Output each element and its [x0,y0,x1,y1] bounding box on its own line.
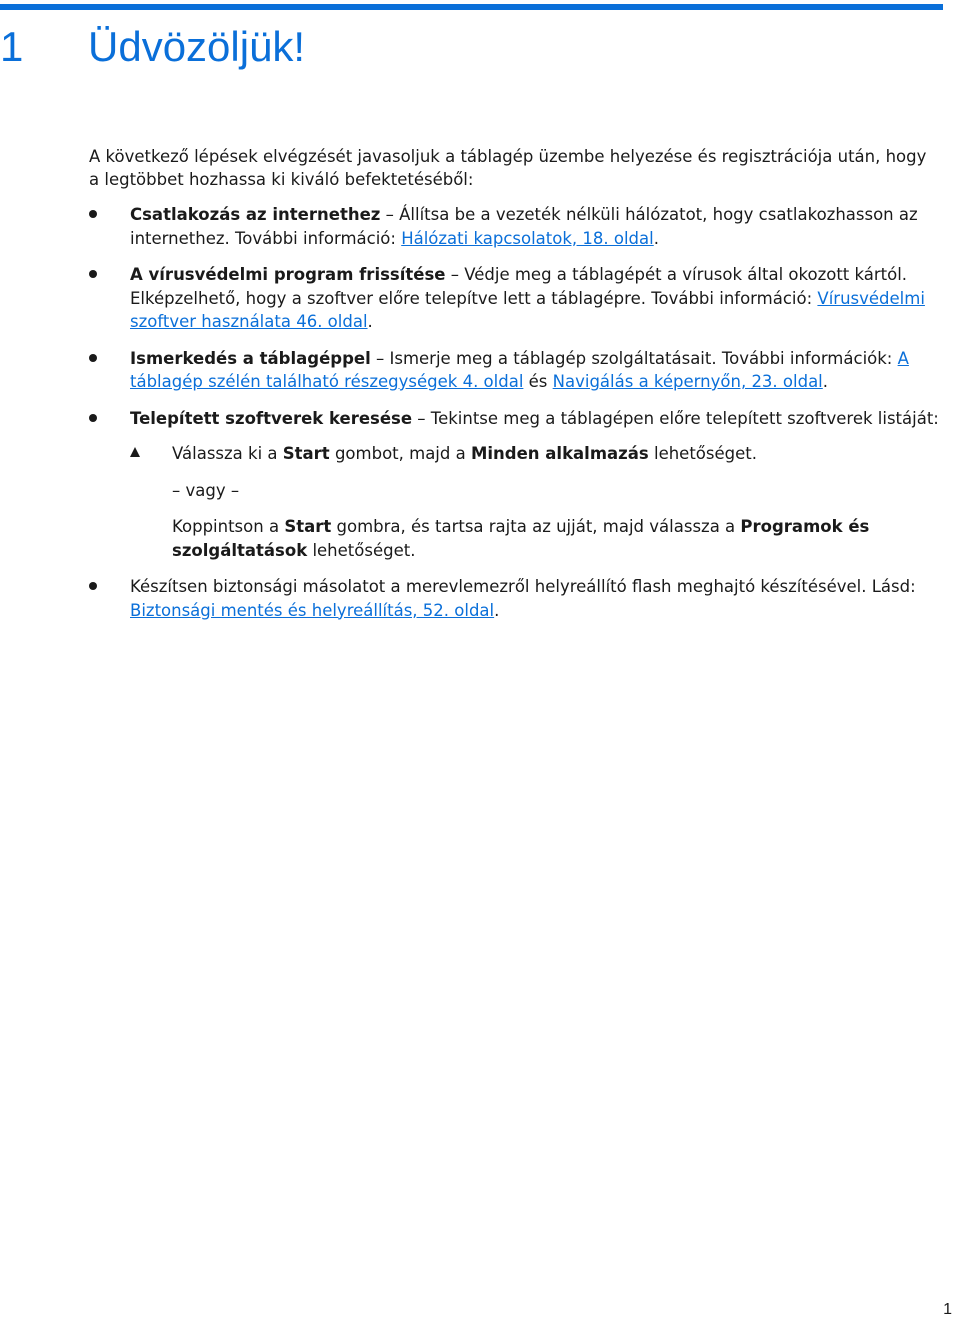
page-number: 1 [943,1301,952,1318]
chapter-heading [0,22,305,72]
bullet-text-mid: és [523,372,553,391]
link-navigation[interactable]: Navigálás a képernyőn, 23. oldal [552,372,823,391]
list-item [89,347,939,394]
bullet-icon [89,582,97,590]
link-backup-recovery[interactable]: Biztonsági mentés és helyreállítás, 52. oldal [130,600,495,620]
step-triangle-icon [130,447,140,457]
bullet-end: . [367,312,373,331]
intro-paragraph: A következő lépések elvégzését javasoljuk a táblagép üzembe helyezése és regisztrációja után, hogy a legtöbbet hozhassa ki kiváló befektetéséből: [89,147,927,189]
list-item [89,263,939,334]
bullet-title: A vírusvédelmi program frissítése [130,265,446,284]
bullet-text: – Ismerje meg a táblagép szolgáltatásait. További információk: [370,348,898,368]
steps-block [130,442,939,562]
list-item [89,407,939,563]
bullet-icon [89,414,97,422]
bullet-icon [89,354,97,362]
bullet-text: – Állítsa be a vezeték nélküli hálózatot, hogy csatlakozhasson az internethez. További információ: [130,205,918,248]
bullet-text: Készítsen biztonsági másolatot a merevlemezről helyreállító flash meghajtó készítésével. Lásd: [130,577,916,596]
bullet-title: Telepített szoftverek keresése [130,408,413,428]
bullet-title: Csatlakozás az internethez [130,205,381,224]
chapter-title: Üdvözöljük! [88,23,306,70]
step-2: Koppintson a Start gombra, és tartsa rajta az ujját, majd válassza a Programok és szolgáltatások lehetőséget. [172,517,870,560]
link-antivirus[interactable]: Vírusvédelmi szoftver használata 46. oldal [130,288,925,331]
bullet-text: – Védje meg a táblagépét a vírusok által okozott kártól. Elképzelhető, hogy a szoftver előre telepítve lett a táblagépre. További információ: [130,265,908,308]
chapter-number: 1 [0,23,24,70]
bullet-icon [89,210,97,218]
step-1: Válassza ki a Start gombot, majd a Minden alkalmazás lehetőséget. [172,444,757,463]
bullet-end: . [822,372,829,391]
bullet-end: . [653,228,659,248]
list-item [89,575,939,622]
or-separator: – vagy – [172,480,240,500]
link-network-connections[interactable]: Hálózati kapcsolatok, 18. oldal [401,228,654,248]
bullet-title: Ismerkedés a táblagéppel [130,348,371,368]
bullet-icon [89,270,97,278]
bullet-text: – Tekintse meg a táblagépen előre telepített szoftverek listáját: [412,408,939,428]
top-rule [0,4,943,10]
list-item [89,203,939,250]
bullet-list [89,203,939,635]
link-components[interactable]: A táblagép szélén található részegységek 4. oldal [130,348,909,391]
bullet-end: . [494,600,500,620]
